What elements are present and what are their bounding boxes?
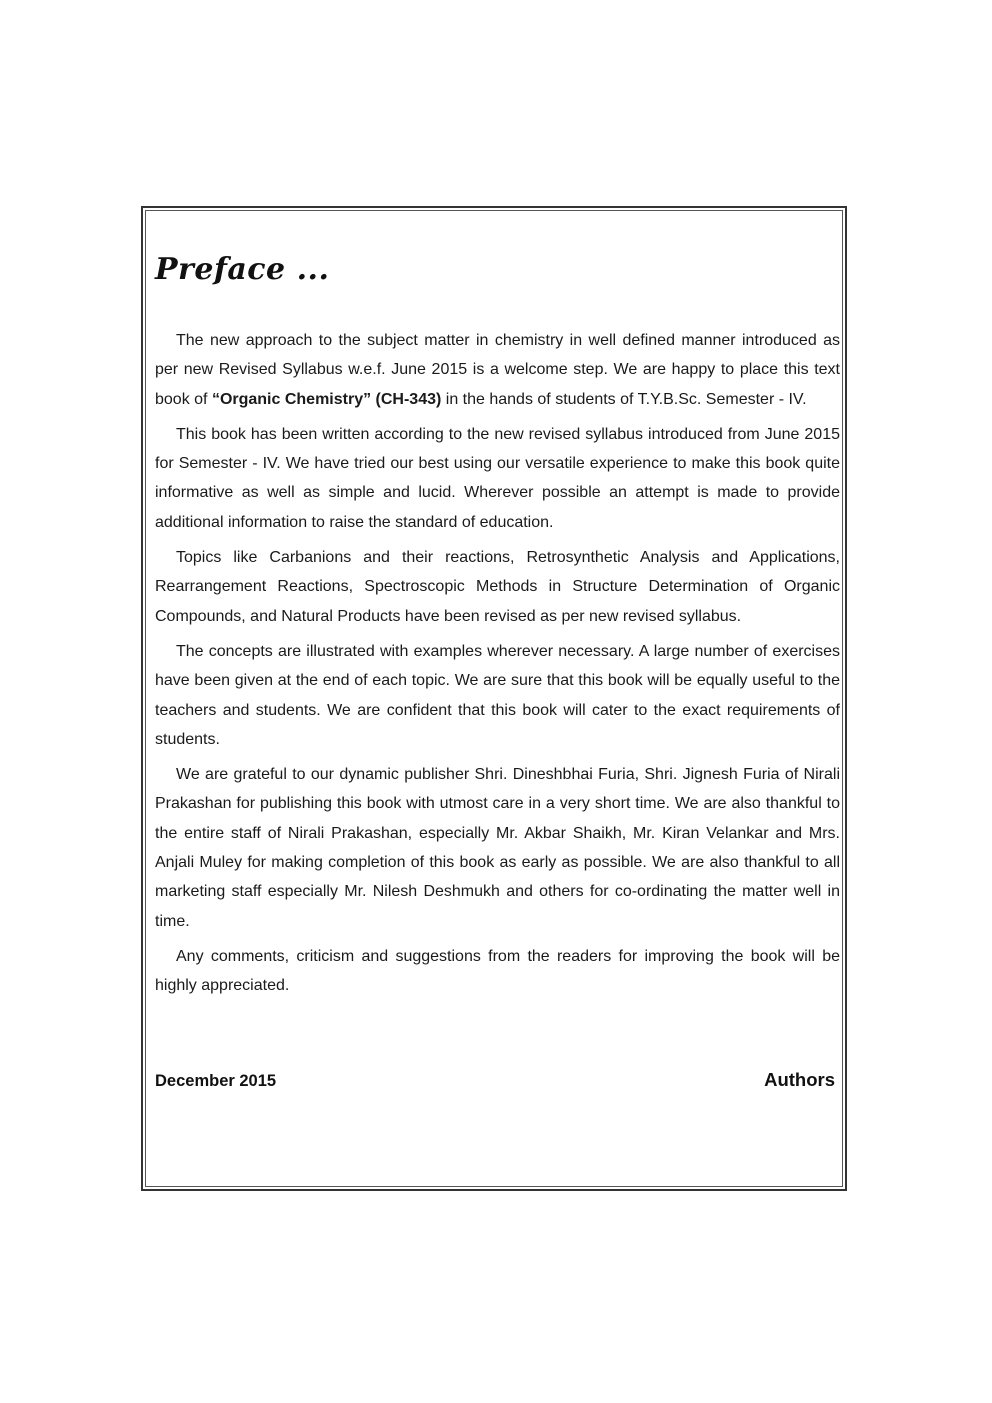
footer-signature: Authors (764, 1069, 835, 1090)
paragraph-3: Topics like Carbanions and their reactions, Retrosynthetic Analysis and Applications, Rearrangement Reactions, Spectroscopic Methods in Structure Determination of Organic Compounds, and Natural Products have been revised as per new revised syllabus. (155, 549, 840, 625)
paragraph-5: We are grateful to our dynamic publisher Shri. Dineshbhai Furia, Shri. Jignesh Furia of Nirali Prakashan for publishing this book with utmost care in a very short time. We are also thankful to the entire staff of Nirali Prakashan, especially Mr. Akbar Shaikh, Mr. Kiran Velankar and Mrs. Anjali Muley for making completion of this book as early as possible. We are also thankful to all marketing staff especially Mr. Nilesh Deshmukh and others for co-ordinating the matter well in time. (155, 766, 840, 930)
paragraph-4: The concepts are illustrated with examples wherever necessary. A large number of exercises have been given at the end of each topic. We are sure that this book will be equally useful to the teachers and students. We are confident that this book will cater to the exact requirements of students. (155, 642, 840, 748)
preface-body (155, 326, 840, 1007)
paragraph-2: This book has been written according to the new revised syllabus introduced from June 2015 for Semester - IV. We have tried our best using our versatile experience to make this book quite informative as well as simple and lucid. Wherever possible an attempt is made to provide additional information to raise the standard of education. (155, 425, 840, 531)
paragraph-1-text-start: The new approach to the subject matter in chemistry in well defined manner introduced as per new Revised Syllabus w.e.f. June 2015 is a welcome step. We are happy to place this text book of (155, 332, 840, 408)
book-title-bold: “Organic Chemistry” (CH-343) (211, 390, 442, 408)
preface-border-frame (141, 206, 847, 1191)
paragraph-1-text-end: in the hands of students of T.Y.B.Sc. Semester - IV. (441, 390, 807, 408)
footer-date: December 2015 (155, 1072, 277, 1090)
page-title: Preface ... (155, 252, 330, 287)
paragraph-6: Any comments, criticism and suggestions from the readers for improving the book will be highly appreciated. (155, 947, 840, 995)
paragraph-1 (155, 326, 840, 414)
